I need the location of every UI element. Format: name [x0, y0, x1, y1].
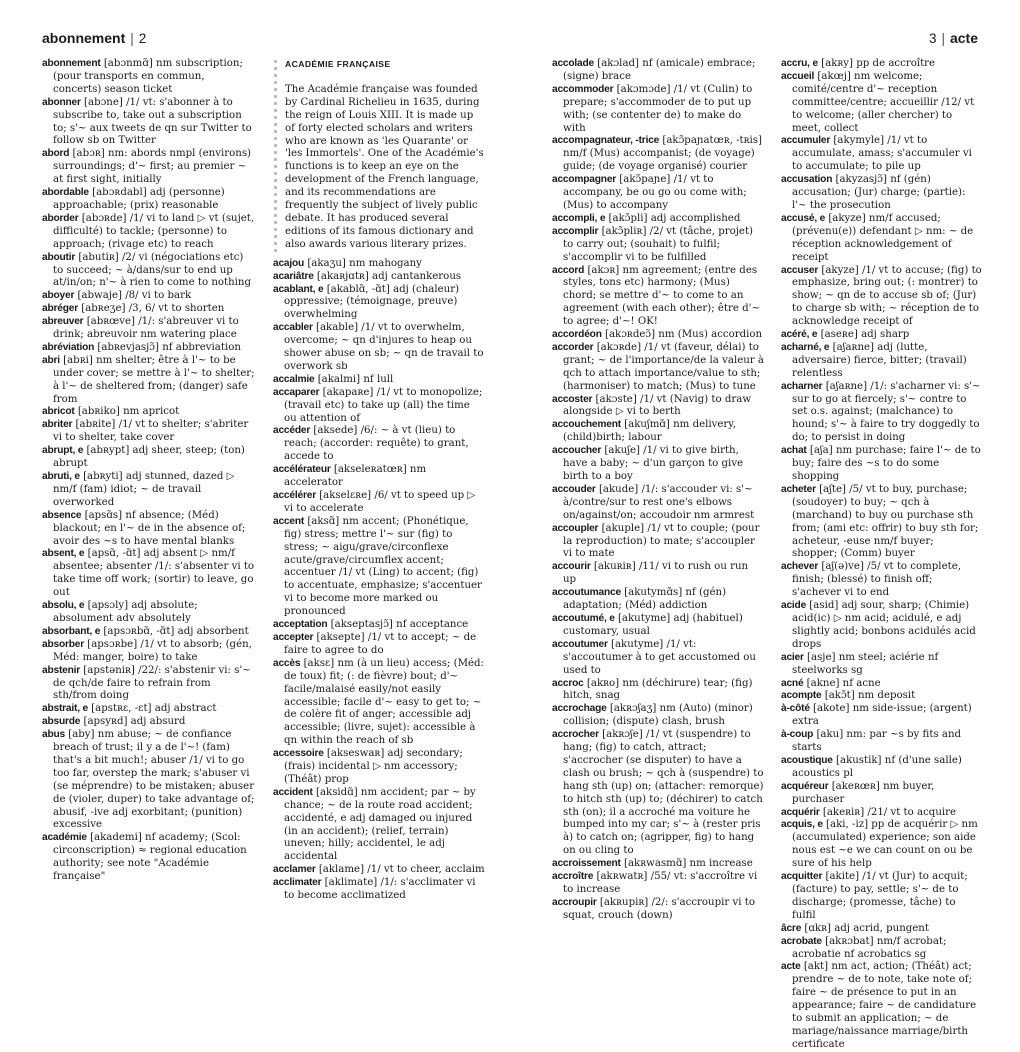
headword: accroître: [552, 871, 594, 883]
dictionary-entry: [273, 374, 485, 387]
right-guide-word: acte: [949, 30, 978, 46]
definition: [akseptasjɔ̃] nf acceptance: [327, 619, 469, 631]
headword: accusé, e: [781, 212, 826, 224]
dictionary-entry: [273, 490, 485, 516]
dictionary-entry: [273, 464, 485, 490]
dictionary-entry: [781, 690, 982, 703]
definition: [apsɑ̃, -ɑ̃t] adj absent ▷ nm/f absentee; absenter /1/: s'absenter vi to take time off work; (sortir) to leave, go out: [53, 548, 255, 599]
headword: abord: [42, 148, 70, 160]
definition: [aksede] /6/: ~ à vt (lieu) to reach; (accorder: requête) to grant, accede to: [284, 425, 469, 463]
culture-note-text: The Académie française was founded by Cardinal Richelieu in 1635, during the reign of Louis XIII. It is made up of forty elected scholars and writers who are known as 'les Quarante' or 'les Immortels'. One of the Académie's functions is to keep an eye on the development of the French language, and its recommendations are frequently the subject of lively public debate. It has produced several editions of its famous dictionary and also awards various literary prizes.: [285, 83, 484, 250]
dictionary-entry: [42, 316, 256, 342]
definition: [abʀyti] adj stunned, dazed ▷ nm/f (fam) idiot; ~ de travail overworked: [53, 471, 235, 508]
dictionary-entry: [781, 961, 982, 1051]
headword: absence: [42, 509, 82, 521]
headword: à-côté: [781, 703, 810, 715]
dictionary-entry: [273, 322, 485, 374]
headword: abricot: [42, 406, 75, 418]
headword: abruti, e: [42, 471, 80, 482]
definition: [akablɑ̃, -ɑ̃t] adj (chaleur) oppressive; (témoignage, preuve) overwhelming: [284, 283, 460, 321]
headword: acéré, e: [781, 329, 818, 341]
definition: [akɔmɔde] /1/ vt (Culin) to prepare; s'accommoder de to put up with; (se contenter de) to make do with: [563, 83, 753, 134]
headword: accusation: [781, 174, 833, 186]
headword: accepter: [273, 631, 314, 643]
definition: [akable] /1/ vt to overwhelm, overcome; ~ qn d'injures to heap ou shower abuse on sb; ~ qn de travail to overwork sb: [284, 322, 484, 372]
definition: [aʃaʀne] /1/: s'acharner vi: s'~ sur to go at fiercely; s'~ contre to set o.s. against; (malchance) to hound; s'~ à faire to try doggedly to do; to persist in doing: [792, 380, 981, 444]
definition: [akt] nm act, action; (Théât) act; prendre ~ de to note, take note of; faire ~ de présence to put in an appearance; faire ~ de candidature to submit an application; ~ de mariage/naissance marriage/birth certificate: [792, 961, 977, 1050]
dictionary-entry: [781, 819, 982, 871]
dictionary-entry: [781, 923, 982, 936]
dictionary-entry: [781, 781, 982, 807]
dictionary-entry: [552, 858, 764, 871]
headword: à-coup: [781, 729, 814, 741]
definition: [aksepte] /1/ vt to accept; ~ de faire to agree to do: [284, 631, 477, 656]
headword: accès: [273, 657, 301, 669]
definition: [abɔʀdabl] adj (personne) approachable; (prix) reasonable: [53, 187, 225, 211]
definition: [abʀeʒe] /3, 6/ vt to shorten: [77, 303, 225, 315]
definition: [akɔ̃paɲe] /1/ vt to accompany, be ou go ou come with; (Mus) to accompany: [563, 174, 747, 211]
headword: accroissement: [552, 858, 621, 870]
definition: [akɔ̃pliʀ] /2/ vt (tâche, projet) to carry out; (souhait) to fulfil; s'accomplir vi to be fulfilled: [563, 225, 754, 263]
dictionary-entry: [273, 271, 485, 284]
definition: [aklimate] /1/: s'acclimater vi to become acclimatized: [284, 877, 476, 902]
headword: accroc: [552, 677, 584, 689]
definition: [aksidɑ̃] nm accident; par ~ by chance; ~ de la route road accident; accidenté, e adj damaged ou injured (in an accident); (relief, terrain) uneven; hilly; accidentel, le adj accidental: [284, 786, 476, 863]
dictionary-entry: [552, 729, 764, 858]
definition: [aby] nm abuse; ~ de confiance breach of trust; il y a de l'~! (fam) that's a bit much!; abuser /1/ vi to go too far, overstep the mark; s'abuser vi (se méprendre) to be mistaken; abuser de (violer, duper) to take advantage of; abusif, -ive adj exorbitant; (punition) excessive: [53, 729, 255, 831]
column-4: [781, 58, 982, 1050]
dictionary-entry: [42, 716, 256, 729]
dictionary-entry: [42, 600, 256, 626]
dictionary-entry: [42, 290, 256, 303]
dictionary-entry: [552, 871, 764, 897]
dictionary-entry: [552, 445, 764, 484]
dictionary-entry: [42, 187, 256, 213]
headword: acte: [781, 961, 801, 973]
dictionary-entry: [273, 387, 485, 426]
headword: acquis, e: [781, 819, 823, 831]
headword: accélérer: [273, 490, 316, 501]
definition: [akaʒu] nm mahogany: [304, 257, 422, 269]
definition: [akutymɑ̃s] nf (gén) adaptation; (Méd) addiction: [563, 587, 727, 612]
headword: acharné, e: [781, 341, 830, 353]
header-separator: |: [130, 31, 134, 46]
definition: [akʀwasmɑ̃] nm increase: [620, 858, 753, 870]
definition: [akʀɔʃe] /1/ vt (suspendre) to hang; (fig) to catch, attract; s'accrocher (se disputer) to have a clash ou brush; ~ qch à (suspendre) to hang sth (up) on; (attacher: remorque) to hitch sth (up) to; (déchirer) to catch sth (on); il a accroché ma voiture he bumped into my car; s'~ à (rester pris à) to catch on; (agripper, fig) to hang on ou cling to: [563, 729, 764, 857]
dictionary-entry: [273, 864, 485, 877]
definition: [apsyʀd] adj absurd: [80, 716, 186, 728]
definition: [akʀo] nm (déchirure) tear; (fig) hitch, snag: [563, 677, 753, 702]
definition: [apsɔʀbɑ̃, -ɑ̃t] adj absorbent: [100, 625, 249, 637]
dictionary-entry: [781, 729, 982, 755]
definition: [akuʃmɑ̃] nm delivery, (child)birth; labour: [563, 419, 736, 444]
dictionary-entry: [781, 807, 982, 820]
dictionary-entry: [273, 258, 485, 271]
dictionary-entry: [781, 329, 982, 342]
headword: accalmie: [273, 373, 315, 385]
headword: accolade: [552, 58, 595, 69]
definition: [abwaje] /8/ vi to bark: [74, 290, 192, 302]
column-2-entries: [273, 258, 485, 903]
definition: [apsɔly] adj absolute; absolument adv absolutely: [53, 600, 198, 624]
definition: [abɔnmɑ̃] nm subscription; (pour transports en commun, concerts) season ticket: [53, 58, 243, 95]
definition: [akude] /1/: s'accouder vi: s'~ à/contre/sur to rest one's elbows on/against/on; accoudoir nm armrest: [563, 483, 755, 521]
headword: absurde: [42, 716, 81, 728]
dictionary-entry: [781, 174, 982, 213]
headword: acablant, e: [273, 283, 324, 295]
definition: [asje] nm steel; aciérie nf steelworks sg: [792, 651, 939, 676]
right-page-header: [929, 30, 978, 46]
headword: accord: [552, 264, 585, 276]
dictionary-entry: [552, 484, 764, 523]
definition: [akyze] nm/f accused; (prévenu(e)) defendant ▷ nm: ~ de réception acknowledgement of receipt: [792, 212, 974, 263]
definition: [abɔʀ] nm: abords nmpl (environs) surroundings; d'~ first; au premier ~ at first sight, initially: [53, 148, 252, 186]
dictionary-entry: [273, 632, 485, 658]
definition: [aku] nm: par ~s by fits and starts: [792, 729, 962, 754]
definition: [asid] adj sour, sharp; (Chimie) acid(ic) ▷ nm acid; acidulé, e adj slightly acid; bonbons acidulés acid drops: [792, 600, 976, 650]
culture-note-box: [273, 58, 485, 252]
headword: aboutir: [42, 251, 76, 263]
definition: [akutyme] /1/ vt: s'accoutumer à to get accustomed ou used to: [563, 638, 756, 676]
left-guide-word: abonnement: [42, 30, 126, 46]
definition: [akʀɔbat] nm/f acrobat; acrobatie nf acrobatics sg: [792, 935, 947, 960]
headword: âcre: [781, 922, 802, 934]
header-separator: |: [941, 31, 945, 46]
dictionary-entry: [781, 445, 982, 484]
culture-note-title: ACADÉMIE FRANÇAISE: [285, 59, 391, 69]
headword: abriter: [42, 419, 73, 431]
definition: [aksɛ] nm (à un lieu) access; (Méd: de toux) fit; (: de fièvre) bout; d'~ facile/malaisé easily/not easily accessible; facile d'~ easy to get to; ~ de colère fit of anger; accessible adj accessible; (livre, sujet): accessible à qn within the reach of sb: [284, 657, 484, 747]
dictionary-entry: [552, 213, 764, 226]
dictionary-entry: [273, 787, 485, 864]
definition: [akœj] nm welcome; comité/centre d'~ reception committee/centre; accueillir /12/ vt to welcome; (aller chercher) to meet, collect: [792, 70, 975, 134]
dictionary-entry: [273, 619, 485, 632]
headword: accroupir: [552, 896, 597, 908]
headword: accompagner: [552, 174, 617, 186]
dictionary-entry: [42, 355, 256, 407]
definition: [akʀy] pp de accroître: [817, 58, 936, 69]
dictionary-entry: [273, 516, 485, 619]
dictionary-entry: [552, 394, 764, 420]
definition: [akʀupiʀ] /2/: s'accroupir vi to squat, crouch (down): [563, 896, 755, 921]
definition: [abʀevjasjɔ̃] nf abbreviation: [94, 341, 241, 353]
headword: acclimater: [273, 877, 322, 889]
headword: abus: [42, 729, 65, 741]
definition: [apsɔʀbe] /1/ vt to absorb; (gén, Méd: manger, boire) to take: [53, 638, 252, 663]
dictionary-entry: [42, 303, 256, 316]
headword: abreuver: [42, 316, 84, 328]
definition: [akuʃe] /1/ vi to give birth, have a baby; ~ d'un garçon to give birth to a boy: [563, 445, 744, 482]
definition: [apsɑ̃s] nf absence; (Méd) blackout; en l'~ de in the absence of; avoir des ~s to have mental blanks: [53, 509, 246, 547]
definition: [aʃa] nm purchase; faire l'~ de to buy; faire des ~s to do some shopping: [792, 445, 981, 482]
dictionary-entry: [781, 652, 982, 678]
headword: acclamer: [273, 864, 316, 876]
definition: [akɔ̃paɲatœʀ, -tʀis] nm/f (Mus) accompanist; (de voyage) guide; (de voyage organisé) courier: [563, 135, 763, 173]
definition: [akʀwatʀ] /55/ vt: s'accroître vi to increase: [563, 871, 758, 895]
headword: acceptation: [273, 619, 328, 631]
left-page-header: [42, 30, 146, 46]
dictionary-entry: [552, 613, 764, 639]
headword: accuser: [781, 264, 819, 276]
definition: [akɔ̃t] nm deposit: [821, 690, 916, 702]
headword: abrupt, e: [42, 445, 84, 457]
dictionary-entry: [42, 510, 256, 549]
definition: [abʀite] /1/ vt to shelter; s'abriter vi to shelter, take cover: [53, 419, 249, 444]
dictionary-entry: [42, 148, 256, 187]
dictionary-entry: [552, 523, 764, 562]
dictionary-entry: [42, 665, 256, 704]
definition: [abɔʀde] /1/ vi to land ▷ vt (sujet, difficulté) to tackle; (personne) to approach; (rivage etc) to reach: [53, 212, 255, 250]
definition: [akite] /1/ vt (Jur) to acquit; (facture) to pay, settle; s'~ de to discharge; (promesse, tâche) to fulfil: [792, 871, 968, 921]
definition: [akselεʀe] /6/ vt to speed up ▷ vi to accelerate: [284, 490, 476, 514]
definition: [akɔʀ] nm agreement; (entre des styles, tons etc) harmony; (Mus) chord; se mettre d'~ to come to an agreement (with each other); être d'~ to agree; d'~! OK!: [563, 264, 761, 328]
dictionary-entry: [42, 342, 256, 355]
column-1: [42, 58, 256, 883]
definition: [abʀypt] adj sheer, steep; (ton) abrupt: [53, 445, 245, 470]
headword: accoutumé, e: [552, 612, 615, 624]
definition: [akɔʀde] /1/ vt (faveur, délai) to grant; ~ de l'importance/de la valeur à qch to attach importance/value to sth; (harmoniser) to match; (Mus) to tune: [563, 341, 764, 392]
definition: [abʀœve] /1/: s'abreuver vi to drink; abreuvoir nm watering place: [53, 316, 239, 341]
dictionary-entry: [781, 265, 982, 330]
definition: [apstəniʀ] /22/: s'abstenir vi: s'~ de qch/de faire to refrain from sth/from doing: [53, 664, 251, 702]
definition: [aksɑ̃] nm accent; (Phonétique, fig) stress; mettre l'~ sur (fig) to stress; ~ aigu/grave/circonflexe acute/grave/circumflex accent; accentuer /1/ vt (Ling) to accent; (fig) to accentuate, emphasize; s'accentuer vi to become more marked ou pronounced: [284, 515, 482, 618]
definition: [akɔlad] nf (amicale) embrace; (signe) brace: [563, 58, 756, 82]
dictionary-entry: [781, 484, 982, 561]
headword: accessoire: [273, 748, 324, 760]
definition: [akne] nf acne: [803, 677, 881, 689]
dictionary-entry: [42, 445, 256, 471]
dictionary-entry: [781, 58, 982, 71]
headword: accompli, e: [552, 212, 606, 224]
headword: accoster: [552, 393, 593, 405]
dictionary-entry: [781, 213, 982, 265]
headword: acide: [781, 600, 807, 612]
headword: acquéreur: [781, 780, 829, 792]
definition: [aʃ(ə)ve] /5/ vt to complete, finish; (blessé) to finish off; s'achever vi to end: [792, 561, 961, 599]
dictionary-entry: [552, 226, 764, 265]
headword: abonnement: [42, 58, 101, 69]
headword: aborder: [42, 212, 79, 224]
definition: [akote] nm side-issue; (argent) extra: [792, 703, 972, 728]
definition: [akutyme] adj (habituel) customary, usual: [563, 612, 743, 637]
definition: [akalmi] nf lull: [314, 373, 394, 385]
headword: abstrait, e: [42, 703, 88, 715]
headword: accorder: [552, 341, 594, 353]
definition: [akɔʀdeɔ̃] nm (Mus) accordion: [601, 329, 763, 341]
headword: acharner: [781, 380, 823, 392]
headword: accouchement: [552, 419, 621, 431]
definition: [akapaʀe] /1/ vt to monopolize; (travail etc) to take up (all) the time ou attention of: [284, 386, 483, 424]
definition: [aseʀe] adj sharp: [817, 329, 910, 341]
headword: acné: [781, 677, 804, 689]
definition: [abʀi] nm shelter; être à l'~ to be under cover; se mettre à l'~ to shelter; à l'~ de sheltered from; (danger) safe from: [53, 354, 255, 405]
dictionary-entry: [781, 71, 982, 136]
dictionary-entry: [42, 832, 256, 884]
headword: absorbant, e: [42, 625, 101, 637]
headword: accumuler: [781, 135, 831, 147]
headword: accouder: [552, 483, 596, 495]
dictionary-entry: [552, 58, 764, 84]
headword: acajou: [273, 257, 305, 269]
dictionary-entry: [42, 213, 256, 252]
dictionary-entry: [781, 871, 982, 923]
left-page: [42, 58, 485, 902]
headword: aboyer: [42, 290, 75, 302]
headword: acoustique: [781, 754, 833, 766]
headword: abréger: [42, 303, 78, 315]
dictionary-entry: [552, 265, 764, 330]
headword: accident: [273, 786, 313, 798]
headword: achat: [781, 445, 807, 457]
dictionary-entry: [273, 877, 485, 903]
headword: acrobate: [781, 935, 822, 947]
headword: abréviation: [42, 341, 95, 353]
headword: achever: [781, 561, 819, 573]
dictionary-entry: [552, 329, 764, 342]
dictionary-entry: [552, 703, 764, 729]
dictionary-entry: [42, 729, 256, 832]
definition: [apstʀɛ, -ɛt] adj abstract: [87, 703, 217, 715]
headword: abonner: [42, 96, 81, 108]
definition: [abɔne] /1/ vt: s'abonner à to subscribe to, take out a subscription to; s'~ aux tweets de qn sur Twitter to follow sb on Twitter: [53, 96, 252, 147]
dictionary-entry: [781, 703, 982, 729]
headword: accabler: [273, 322, 313, 334]
definition: [akseswaʀ] adj secondary; (frais) incidental ▷ nm accessory; (Théât) prop: [284, 748, 463, 785]
headword: accrocher: [552, 729, 599, 741]
dictionary-entry: [552, 135, 764, 174]
dictionary-entry: [781, 561, 982, 600]
headword: acquitter: [781, 871, 823, 883]
column-3: [552, 58, 764, 921]
definition: [aʃaʀne] adj (lutte, adversaire) fierce, bitter; (travail) relentless: [792, 341, 967, 379]
headword: accoucher: [552, 445, 602, 457]
headword: accourir: [552, 561, 591, 573]
definition: [akuple] /1/ vt to couple; (pour la reproduction) to mate; s'accoupler vi to mate: [563, 522, 760, 560]
headword: accoutumer: [552, 638, 608, 650]
definition: [akuʀiʀ] /11/ vi to rush ou run up: [563, 561, 749, 586]
headword: acompte: [781, 690, 822, 702]
definition: [akaʀjɑtʀ] adj cantankerous: [313, 270, 462, 282]
definition: [akɔ̃pli] adj accomplished: [605, 212, 741, 224]
headword: accrochage: [552, 703, 607, 715]
headword: acier: [781, 651, 804, 663]
headword: absent, e: [42, 548, 85, 560]
dictionary-entry: [42, 419, 256, 445]
headword: accordéon: [552, 329, 602, 341]
headword: accru, e: [781, 58, 818, 69]
column-2: [273, 58, 485, 902]
definition: [aʃte] /5/ vt to buy, purchase; (soudoyer) to buy; ~ qch à (marchand) to buy ou purchase sth from; (ami etc: offrir) to buy sth for; acheteur, -euse nm/f buyer; shopper; (Comm) buyer: [792, 483, 979, 560]
dictionary-entry: [552, 561, 764, 587]
left-page-number: 2: [138, 31, 147, 46]
dictionary-entry: [781, 755, 982, 781]
definition: [aklame] /1/ vt to cheer, acclaim: [315, 864, 485, 876]
dictionary-entry: [273, 425, 485, 464]
dictionary-entry: [42, 639, 256, 665]
definition: [akɔste] /1/ vt (Navig) to draw alongside ▷ vi to berth: [563, 393, 752, 418]
dictionary-entry: [781, 678, 982, 691]
headword: accent: [273, 515, 305, 527]
headword: académie: [42, 832, 87, 844]
headword: abri: [42, 354, 60, 366]
definition: [akyze] /1/ vt to accuse; (fig) to emphasize, bring out; (: montrer) to show; ~ qn de to accuse sb of; (Jur) to charge sb with; ~ réception de to acknowledge receipt of: [792, 264, 982, 328]
headword: acheter: [781, 483, 816, 495]
headword: accueil: [781, 70, 815, 82]
definition: [akseleʀatœʀ] nm accelerator: [284, 464, 427, 489]
definition: [akeʀiʀ] /21/ vt to acquire: [819, 806, 957, 818]
definition: [ɑkʀ] adj acrid, pungent: [801, 922, 929, 934]
dictionary-entry: [42, 548, 256, 600]
dictionary-entry: [552, 84, 764, 136]
definition: [akademi] nf academy; (Scol: circonscription) ≈ regional education authority; see note "Académie française": [53, 832, 247, 883]
definition: [akymyle] /1/ vt to accumulate, amass; s'accumuler vi to accumulate; to pile up: [792, 135, 972, 173]
definition: [akustik] nf (d'une salle) acoustics pl: [792, 754, 962, 779]
dictionary-entry: [781, 381, 982, 446]
dictionary-entry: [42, 626, 256, 639]
headword: accélérateur: [273, 464, 331, 476]
dictionary-entry: [552, 897, 764, 923]
dictionary-entry: [273, 284, 485, 323]
dictionary-entry: [552, 419, 764, 445]
headword: abstenir: [42, 664, 81, 676]
headword: abordable: [42, 187, 89, 199]
headword: acariâtre: [273, 270, 314, 282]
headword: accompagnateur, -trice: [552, 135, 660, 147]
headword: accommoder: [552, 83, 614, 95]
dictionary-entry: [781, 342, 982, 381]
dictionary-entry: [781, 600, 982, 652]
headword: accéder: [273, 425, 311, 437]
definition: [aki, -iz] pp de acquérir ▷ nm (accumulated) experience; son aide nous est ~e we can count on ou be sure of his help: [792, 819, 978, 870]
headword: accomplir: [552, 225, 599, 237]
right-page: [552, 58, 982, 1050]
dictionary-entry: [781, 936, 982, 962]
dictionary-entry: [42, 58, 256, 97]
dictionary-entry: [552, 639, 764, 678]
headword: absorber: [42, 638, 84, 650]
headword: acquérir: [781, 806, 820, 818]
dictionary-entry: [552, 342, 764, 394]
headword: accoupler: [552, 522, 599, 534]
dictionary-entry: [552, 587, 764, 613]
dictionary-entry: [552, 174, 764, 213]
dictionary-entry: [273, 658, 485, 748]
dictionary-entry: [42, 703, 256, 716]
definition: [abutiʀ] /2/ vi (négociations etc) to succeed; ~ à/dans/sur to end up at/in/on; n'~ à rien to come to nothing: [53, 251, 252, 289]
dictionary-entry: [42, 471, 256, 510]
definition: [akeʀœʀ] nm buyer, purchaser: [792, 780, 935, 805]
headword: accaparer: [273, 386, 320, 398]
dictionary-entry: [42, 97, 256, 149]
right-page-number: 3: [928, 31, 937, 46]
dictionary-entry: [781, 135, 982, 174]
headword: absolu, e: [42, 600, 85, 612]
dictionary-entry: [42, 252, 256, 291]
headword: accoutumance: [552, 587, 621, 599]
dictionary-entry: [552, 678, 764, 704]
definition: [akyzasjɔ̃] nf (gén) accusation; (Jur) charge; (partie): l'~ the prosecution: [792, 174, 966, 211]
definition: [abʀiko] nm apricot: [74, 406, 180, 418]
dictionary-entry: [273, 748, 485, 787]
dictionary-entry: [42, 406, 256, 419]
definition: [akʀɔʃaʒ] nm (Auto) (minor) collision; (dispute) clash, brush: [563, 703, 753, 728]
